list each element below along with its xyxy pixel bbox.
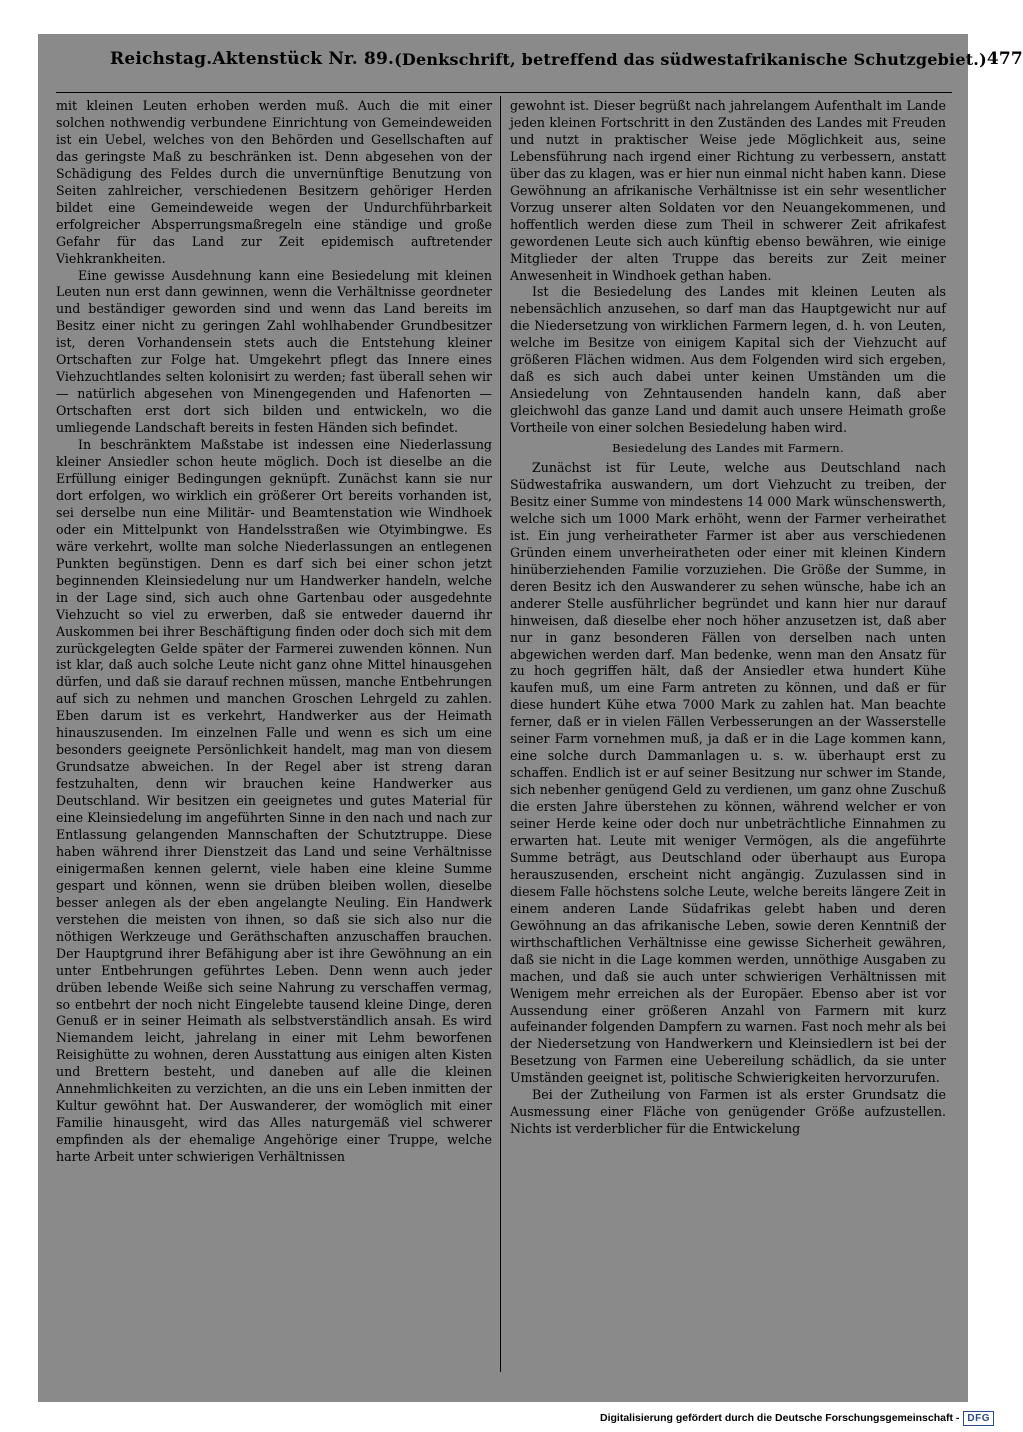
column-divider bbox=[500, 96, 501, 1372]
paragraph: In beschränktem Maßstabe ist indessen eine Niederlassung kleiner Ansiedler schon heute möglich. Doch ist dieselbe an die Erfüllung einiger Bedingungen geknüpft. Zunächst kann sie nur dort erfolgen, wo wirklich ein größerer Ort bereits vorhanden ist, sei derselbe nun eine Militär- und Beamtenstation wie Windhoek oder ein Mittelpunkt von Handelsstraßen wie Otyimbingwe. Es wäre verkehrt, wollte man solche Niederlassungen an entlegenen Punkten begünstigen. Denn es darf sich bei einer schon jetzt beginnenden Kleinsiedelung nur um Handwerker handeln, welche in der Lage sind, sich auch ohne Gartenbau oder ausgedehnte Viehzucht so viel zu erwerben, daß sie entweder dauernd ihr Auskommen bei ihrer Beschäftigung finden oder doch sich mit dem zurückgelegten Gelde später der Farmerei zuwenden können. Nun ist klar, daß auch solche Leute nicht ganz ohne Mittel hinausgehen dürfen, und daß sie darauf rechnen müssen, manche Entbehrungen auf sich zu nehmen und manchen Groschen Lehrgeld zu zahlen. Eben darum ist es verkehrt, Handwerker aus der Heimath hinauszusenden. Im einzelnen Falle und wenn es sich um eine besonders geeignete Persönlichkeit handelt, mag man von diesem Grundsatze abweichen. In der Regel aber ist streng daran festzuhalten, denn wir brauchen keine Handwerker aus Deutschland. Wir besitzen ein geeignetes und gutes Material für eine Kleinsiedelung im angeführten Sinne in den nach und nach zur Entlassung gelangenden Mannschaften der Schutztruppe. Diese haben während ihrer Dienstzeit das Land und seine Verhältnisse einigermaßen kennen gelernt, viele haben eine kleine Summe gespart und können, wenn sie drüben bleiben wollen, dieselbe besser anlegen als der eben angelangte Neuling. Ein Handwerk verstehen die meisten von ihnen, so daß sie sich also nur die nöthigen Werkzeuge und Geräthschaften anzuschaffen brauchen. Der Hauptgrund ihrer Befähigung aber ist ihre Gewöhnung an ein unter Entbehrungen geführtes Leben. Denn wenn auch jeder drüben lebende Weiße sich seine Nahrung zu verschaffen vermag, so entbehrt der noch nicht Eingelebte tausend kleine Dinge, deren Genuß er in seiner Heimath als selbstverständlich ansah. Es wird Niemandem leicht, jahrelang in einer mit Lehm beworfenen Reisighütte zu wohnen, deren Ausstattung aus einigen alten Kisten und Brettern besteht, und daneben auf alle die kleinen Annehmlichkeiten zu verzichten, an die uns ein Leben inmitten der Kultur gewöhnt hat. Der Auswanderer, der womöglich mit einer Familie hinausgeht, wird das Alles naturgemäß viel schwerer empfinden als der ehemalige Angehörige einer Truppe, welche harte Arbeit unter schwierigen Verhältnissen bbox=[56, 437, 492, 1165]
section-heading: Besiedelung des Landes mit Farmern. bbox=[612, 441, 844, 456]
paragraph: mit kleinen Leuten erhoben werden muß. Auch die mit einer solchen nothwendig verbundene Einrichtung von Gemeindeweiden ist ein Uebel, welches von den Behörden und Gesellschaften auf das geringste Maß zu beschränken ist. Denn abgesehen von der Schädigung des Feldes durch die unvernünftige Benutzung von Seiten zahlreicher, verschiedenen Besitzern gehöriger Herden bildet eine Gemeindeweide wegen der Undurchführbarkeit erfolgreicher Absperrungsmaßregeln eine ständige und große Gefahr für das Land zur Zeit epidemisch auftretender Viehkrankheiten. bbox=[56, 98, 492, 266]
paragraph: Bei der Zutheilung von Farmen ist als erster Grundsatz die Ausmessung einer Fläche von genügender Größe aufzustellen. Nichts ist verderblicher für die Entwickelung bbox=[510, 1087, 946, 1137]
paragraph: Zunächst ist für Leute, welche aus Deutschland nach Südwestafrika auswandern, um dort Viehzucht zu treiben, der Besitz einer Summe von mindestens 14 000 Mark wünschenswerth, welche sich um 1000 Mark erhöht, wenn der Farmer verheirathet ist. Ein jung verheiratheter Farmer ist aber aus verschiedenen Gründen einem unverheiratheten oder einer mit kleinen Kindern hinüberziehenden Familie vorzuziehen. Die Größe der Summe, in deren Besitz ich den Auswanderer zu sehen wünsche, habe ich an anderer Stelle ausführlicher begründet und kann hier nur darauf hinweisen, daß dieselbe eher noch höher anzusetzen ist, daß aber nur in ganz besonderen Fällen von derselben nach unten abgewichen werden darf. Man bedenke, wenn man den Ansatz für zu hoch gegriffen hält, daß der Ansiedler etwa hundert Kühe kaufen muß, um eine Farm antreten zu können, und daß er für diese hundert Kühe etwa 7000 Mark zu zahlen hat. Man beachte ferner, daß er in vielen Fällen Verbesserungen an der Wasserstelle seiner Farm vornehmen muß, ja daß er in die Lage kommen kann, eine solche durch Dammanlagen u. s. w. überhaupt erst zu schaffen. Endlich ist er auf seiner Besitzung nur schwer im Stande, sich nebenher genügend Geld zu verdienen, um ganz ohne Zuschuß die ersten Jahre überstehen zu können, während welcher er von seiner Herde keine oder doch nur unbeträchtliche Einnahmen zu erwarten hat. Leute mit weniger Vermögen, als die angeführte Summe beträgt, aus Deutschland oder überhaupt aus Europa herauszusenden, erscheint nicht angängig. Zuzulassen sind in diesem Falle höchstens solche Leute, welche bereits längere Zeit in einem anderen Lande Südafrikas gelebt haben und deren Gewöhnung an das afrikanische Leben, sowie deren Kenntniß der wirthschaftlichen Verhältnisse eine gewisse Sicherheit gewähren, daß sie nicht in die Lage kommen werden, unnöthige Ausgaben zu machen, und daß sie auch unter schwierigen Verhältnissen mit Wenigem mehr erreichen als der Europäer. Ebenso aber ist vor Aussendung einer größeren Anzahl von Farmern mit kurz aufeinander folgenden Dampfern zu warnen. Fast noch mehr als bei der Niedersetzung von Handwerkern und Kleinsiedlern ist bei der Besetzung von Farmen eine Uebereilung schädlich, da sie unter Umständen geeignet ist, politische Schwierigkeiten hervorzurufen. bbox=[510, 460, 947, 1086]
paragraph: gewohnt ist. Dieser begrüßt nach jahrelangem Aufenthalt im Lande jeden kleinen Fortschritt in den Zuständen des Landes mit Freuden und nutzt in praktischer Weise jede Möglichkeit aus, seine Lebensführung nach irgend einer Richtung zu verbessern, anstatt über das zu klagen, was er hier nun einmal nicht haben kann. Diese Gewöhnung an afrikanische Verhältnisse ist ein sehr wesentlicher Vorzug unserer alten Soldaten vor den Neuangekommenen, und hoffentlich werden diese zum Theil in schwerer Zeit afrikafest gewordenen Leute sich auch künftig ebenso bewähren, wie einige Mitglieder der alten Truppe das bereits zur Zeit meiner Anwesenheit in Windhoek gethan haben. bbox=[510, 98, 946, 283]
header-rule bbox=[56, 92, 952, 93]
digitization-footer bbox=[600, 1409, 994, 1427]
header-reichstag: Reichstag. bbox=[110, 49, 213, 69]
page-number: 477 bbox=[986, 49, 1023, 69]
header-title: (Denkschrift, betreffend das südwestafrikanische Schutzgebiet.) bbox=[394, 49, 987, 69]
scanned-page bbox=[38, 34, 1023, 1402]
footer-credit: Digitalisierung gefördert durch die Deutsche Forschungsgemeinschaft - bbox=[600, 1412, 960, 1424]
paragraph: Eine gewisse Ausdehnung kann eine Besiedelung mit kleinen Leuten nun erst dann gewinnen, wenn die Verhältnisse geordneter und beständiger geworden sind und wenn das Land bereits im Besitz einer nicht zu geringen Zahl wohlhabender Grundbesitzer ist, deren Vorhandensein stets auch die Entstehung kleiner Ortschaften zur Folge hat. Umgekehrt pflegt das Innere eines Viehzuchtlandes selten kolonisirt zu werden; fast überall sehen wir — natürlich abgesehen von Minengegenden und Hafenorten — Ortschaften erst dort sich bilden und entwickeln, wo die umliegende Landschaft bereits in festen Händen sich befindet. bbox=[56, 267, 492, 436]
dfg-logo: DFG bbox=[963, 1411, 994, 1426]
header-document-number: Aktenstück Nr. 89. bbox=[212, 49, 395, 69]
paragraph: Ist die Besiedelung des Landes mit kleinen Leuten als nebensächlich anzusehen, so darf man das Hauptgewicht nur auf die Niedersetzung von wirklichen Farmern legen, d. h. von Leuten, welche im Besitze von einigem Kapital sich der Viehzucht auf größeren Flächen widmen. Aus dem Folgenden wird sich ergeben, daß es sich auch dabei unter keinen Umständen um die Ansiedelung von Zehntausenden handeln kann, daß aber gleichwohl das ganze Land und damit auch unsere Heimath große Vortheile von einer solchen Besiedelung haben wird. bbox=[510, 284, 946, 436]
left-column bbox=[56, 98, 492, 1370]
running-header bbox=[110, 42, 1023, 76]
right-column bbox=[510, 98, 946, 1370]
